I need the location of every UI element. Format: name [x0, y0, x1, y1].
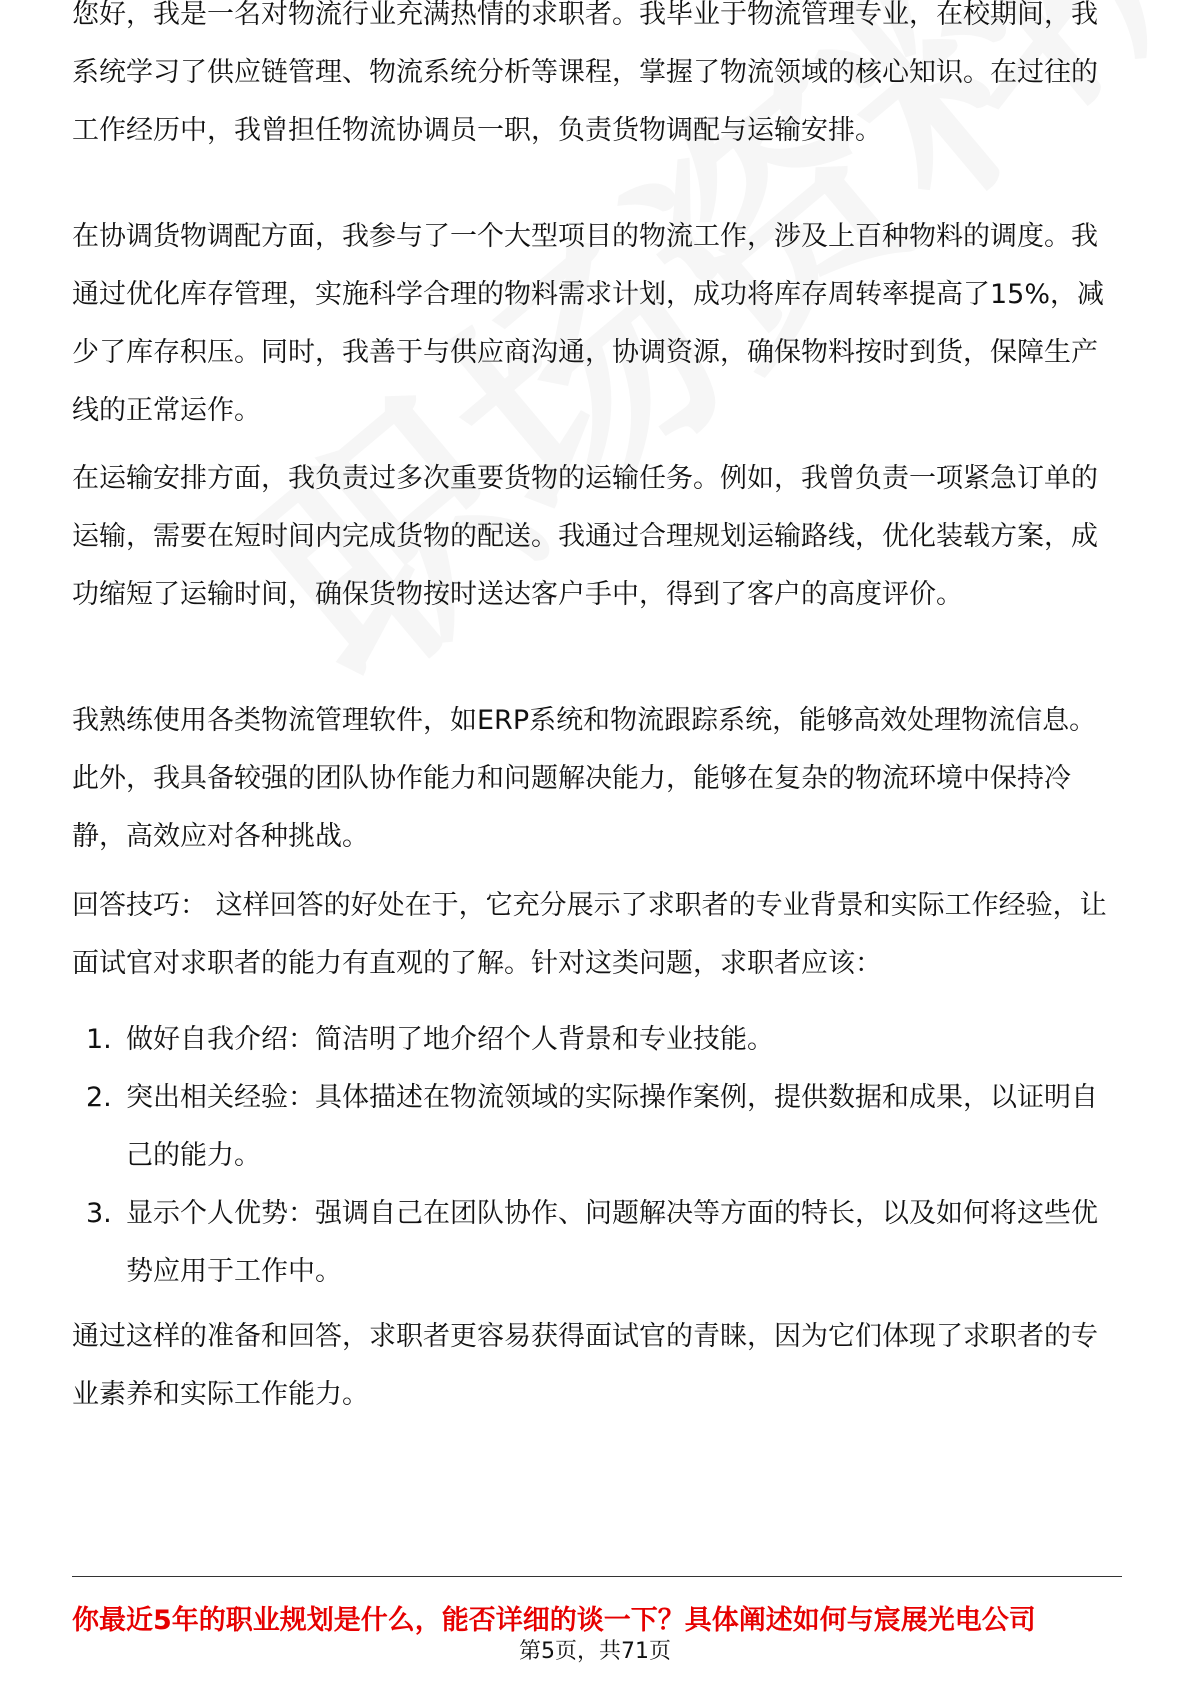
list-item	[72, 1011, 1122, 1069]
paragraph-answer-tips: 回答技巧： 这样回答的好处在于，它充分展示了求职者的专业背景和实际工作经验，让面试官对求职者的能力有直观的了解。针对这类问题，求职者应该：	[72, 890, 1107, 979]
list-item	[72, 1069, 1122, 1185]
page-number: 第5页，共71页	[519, 1639, 671, 1664]
list-item-text: 显示个人优势：强调自己在团队协作、问题解决等方面的特长，以及如何将这些优势应用于工作中。	[126, 1198, 1098, 1287]
paragraph-intro-text: 您好，我是一名对物流行业充满热情的求职者。我毕业于物流管理专业，在校期间，我系统学习了供应链管理、物流系统分析等课程，掌握了物流领域的核心知识。在过往的工作经历中，我曾担任物流协调员一职，负责货物调配与运输安排。	[72, 0, 1098, 146]
list-item	[72, 1185, 1122, 1301]
paragraph-intro	[72, 0, 1122, 222]
list-item-number: 1.	[86, 1024, 112, 1055]
list-item-number: 3.	[86, 1198, 112, 1229]
paragraph-conclusion: 通过这样的准备和回答，求职者更容易获得面试官的青睐，因为它们体现了求职者的专业素养和实际工作能力。	[72, 1321, 1098, 1410]
list-item-text: 突出相关经验：具体描述在物流领域的实际操作案例，提供数据和成果，以证明自己的能力。	[126, 1082, 1098, 1171]
tips-list	[72, 1011, 1122, 1301]
next-question-title: 你最近5年的职业规划是什么，能否详细的谈一下？具体阐述如何与宸展光电公司	[72, 1605, 1036, 1636]
paragraph-skills: 我熟练使用各类物流管理软件，如ERP系统和物流跟踪系统，能够高效处理物流信息。此外，我具备较强的团队协作能力和问题解决能力，能够在复杂的物流环境中保持冷静，高效应对各种挑战。	[72, 705, 1097, 852]
list-item-text: 做好自我介绍：简洁明了地介绍个人背景和专业技能。	[126, 1024, 774, 1055]
list-item-number: 2.	[86, 1082, 112, 1113]
divider	[72, 1576, 1122, 1577]
paragraph-coordination: 在协调货物调配方面，我参与了一个大型项目的物流工作，涉及上百种物料的调度。我通过优化库存管理，实施科学合理的物料需求计划，成功将库存周转率提高了15%，减少了库存积压。同时，我善于与供应商沟通，协调资源，确保物料按时到货，保障生产线的正常运作。	[72, 221, 1105, 426]
paragraph-transport: 在运输安排方面，我负责过多次重要货物的运输任务。例如，我曾负责一项紧急订单的运输，需要在短时间内完成货物的配送。我通过合理规划运输路线，优化装载方案，成功缩短了运输时间，确保货物按时送达客户手中，得到了客户的高度评价。	[72, 463, 1098, 610]
